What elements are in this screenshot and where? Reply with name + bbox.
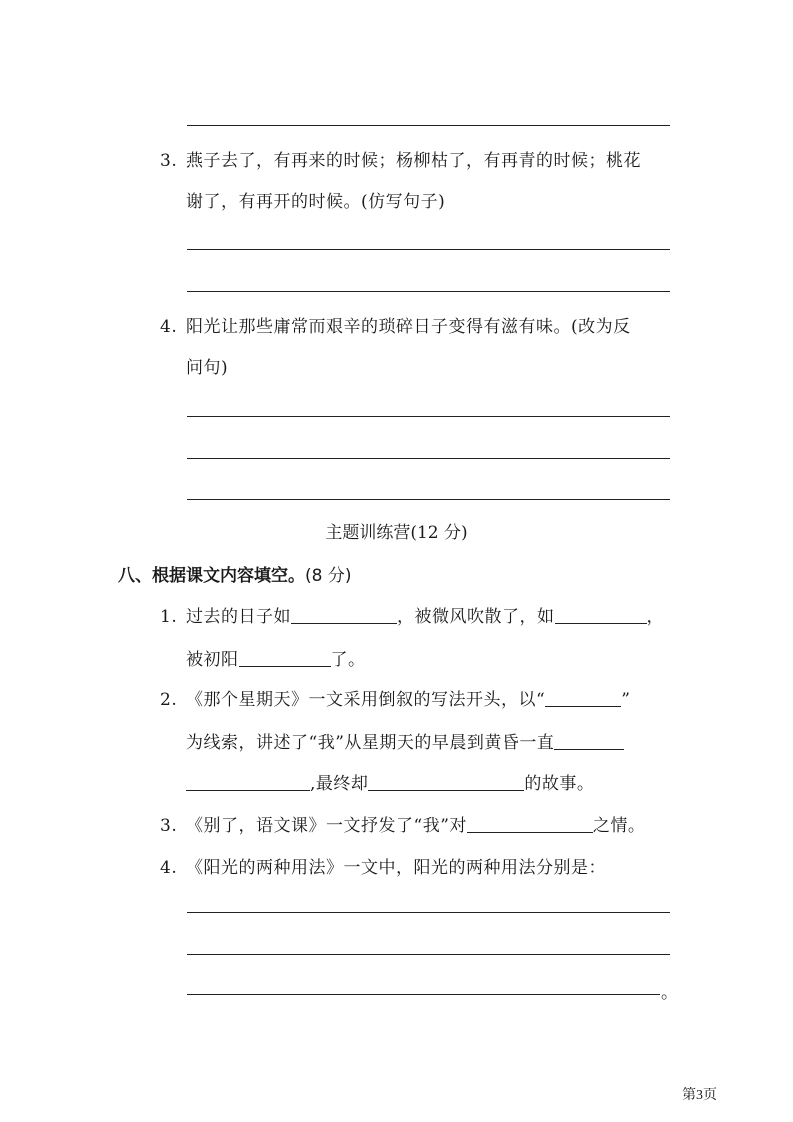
question-7-4-cont bbox=[186, 357, 228, 379]
answer-line[interactable] bbox=[187, 125, 670, 126]
answer-line[interactable] bbox=[187, 249, 670, 250]
question-7-3-cont bbox=[186, 191, 445, 213]
question-8-2-cont bbox=[186, 732, 624, 754]
question-8-heading bbox=[118, 565, 351, 587]
question-text: 《阳光的两种用法》一文中，阳光的两种用法分别是： bbox=[186, 858, 606, 878]
question-text: ,最终却 bbox=[310, 774, 369, 794]
fill-blank[interactable] bbox=[291, 607, 397, 624]
question-text: ，被微风吹散了，如 bbox=[397, 607, 555, 627]
question-text: 问句) bbox=[186, 358, 229, 378]
section-title: 主题训练营(12 分) bbox=[325, 523, 468, 543]
question-text: 了。 bbox=[330, 650, 366, 670]
fill-blank[interactable] bbox=[368, 774, 524, 791]
question-number: 3. bbox=[160, 151, 178, 171]
question-number: 4. bbox=[160, 317, 178, 337]
answer-line[interactable] bbox=[187, 416, 670, 417]
question-number: 2. bbox=[160, 690, 178, 710]
question-8-1-cont bbox=[186, 649, 366, 671]
question-number: 1. bbox=[160, 607, 178, 627]
fill-blank[interactable] bbox=[555, 607, 647, 624]
question-8-2-cont2 bbox=[186, 773, 594, 795]
heading-text: 八、根据课文内容填空。 bbox=[118, 566, 305, 586]
question-text: ， bbox=[646, 607, 664, 627]
fill-blank[interactable] bbox=[545, 690, 621, 707]
question-text: 《别了，语文课》一文抒发了“我”对 bbox=[186, 816, 467, 836]
page-number: 第3页 bbox=[682, 1088, 717, 1103]
question-8-1 bbox=[160, 606, 664, 628]
fill-blank[interactable] bbox=[186, 774, 310, 791]
answer-line[interactable] bbox=[187, 458, 670, 459]
question-8-3 bbox=[160, 815, 645, 837]
answer-line[interactable] bbox=[187, 499, 670, 500]
question-text: 阳光让那些庸常而艰辛的琐碎日子变得有滋有味。(改为反 bbox=[186, 317, 631, 337]
question-text: 《那个星期天》一文采用倒叙的写法开头，以“ bbox=[186, 690, 546, 710]
end-punctuation: 。 bbox=[661, 983, 679, 1003]
answer-line[interactable] bbox=[187, 954, 670, 955]
question-7-3 bbox=[160, 150, 641, 172]
fill-blank[interactable] bbox=[239, 650, 331, 667]
question-text: 过去的日子如 bbox=[186, 607, 291, 627]
fill-blank[interactable] bbox=[554, 733, 624, 750]
answer-line[interactable] bbox=[187, 291, 670, 292]
question-7-4 bbox=[160, 316, 631, 338]
question-8-4 bbox=[160, 857, 606, 879]
question-text: ” bbox=[621, 690, 631, 710]
score-label: (8 分) bbox=[305, 566, 352, 586]
answer-line[interactable] bbox=[187, 912, 670, 913]
answer-line[interactable] bbox=[187, 994, 660, 995]
question-text: 之情。 bbox=[592, 816, 646, 836]
question-text: 燕子去了，有再来的时候；杨柳枯了，有再青的时候；桃花 bbox=[186, 151, 641, 171]
question-text: 为线索，讲述了“我”从星期天的早晨到黄昏一直 bbox=[186, 733, 555, 753]
question-text: 被初阳 bbox=[186, 650, 239, 670]
question-8-2 bbox=[160, 689, 630, 711]
question-text: 的故事。 bbox=[524, 774, 595, 794]
question-text: 谢了，有再开的时候。(仿写句子) bbox=[186, 192, 446, 212]
question-number: 4. bbox=[160, 858, 178, 878]
question-number: 3. bbox=[160, 816, 178, 836]
fill-blank[interactable] bbox=[467, 816, 593, 833]
